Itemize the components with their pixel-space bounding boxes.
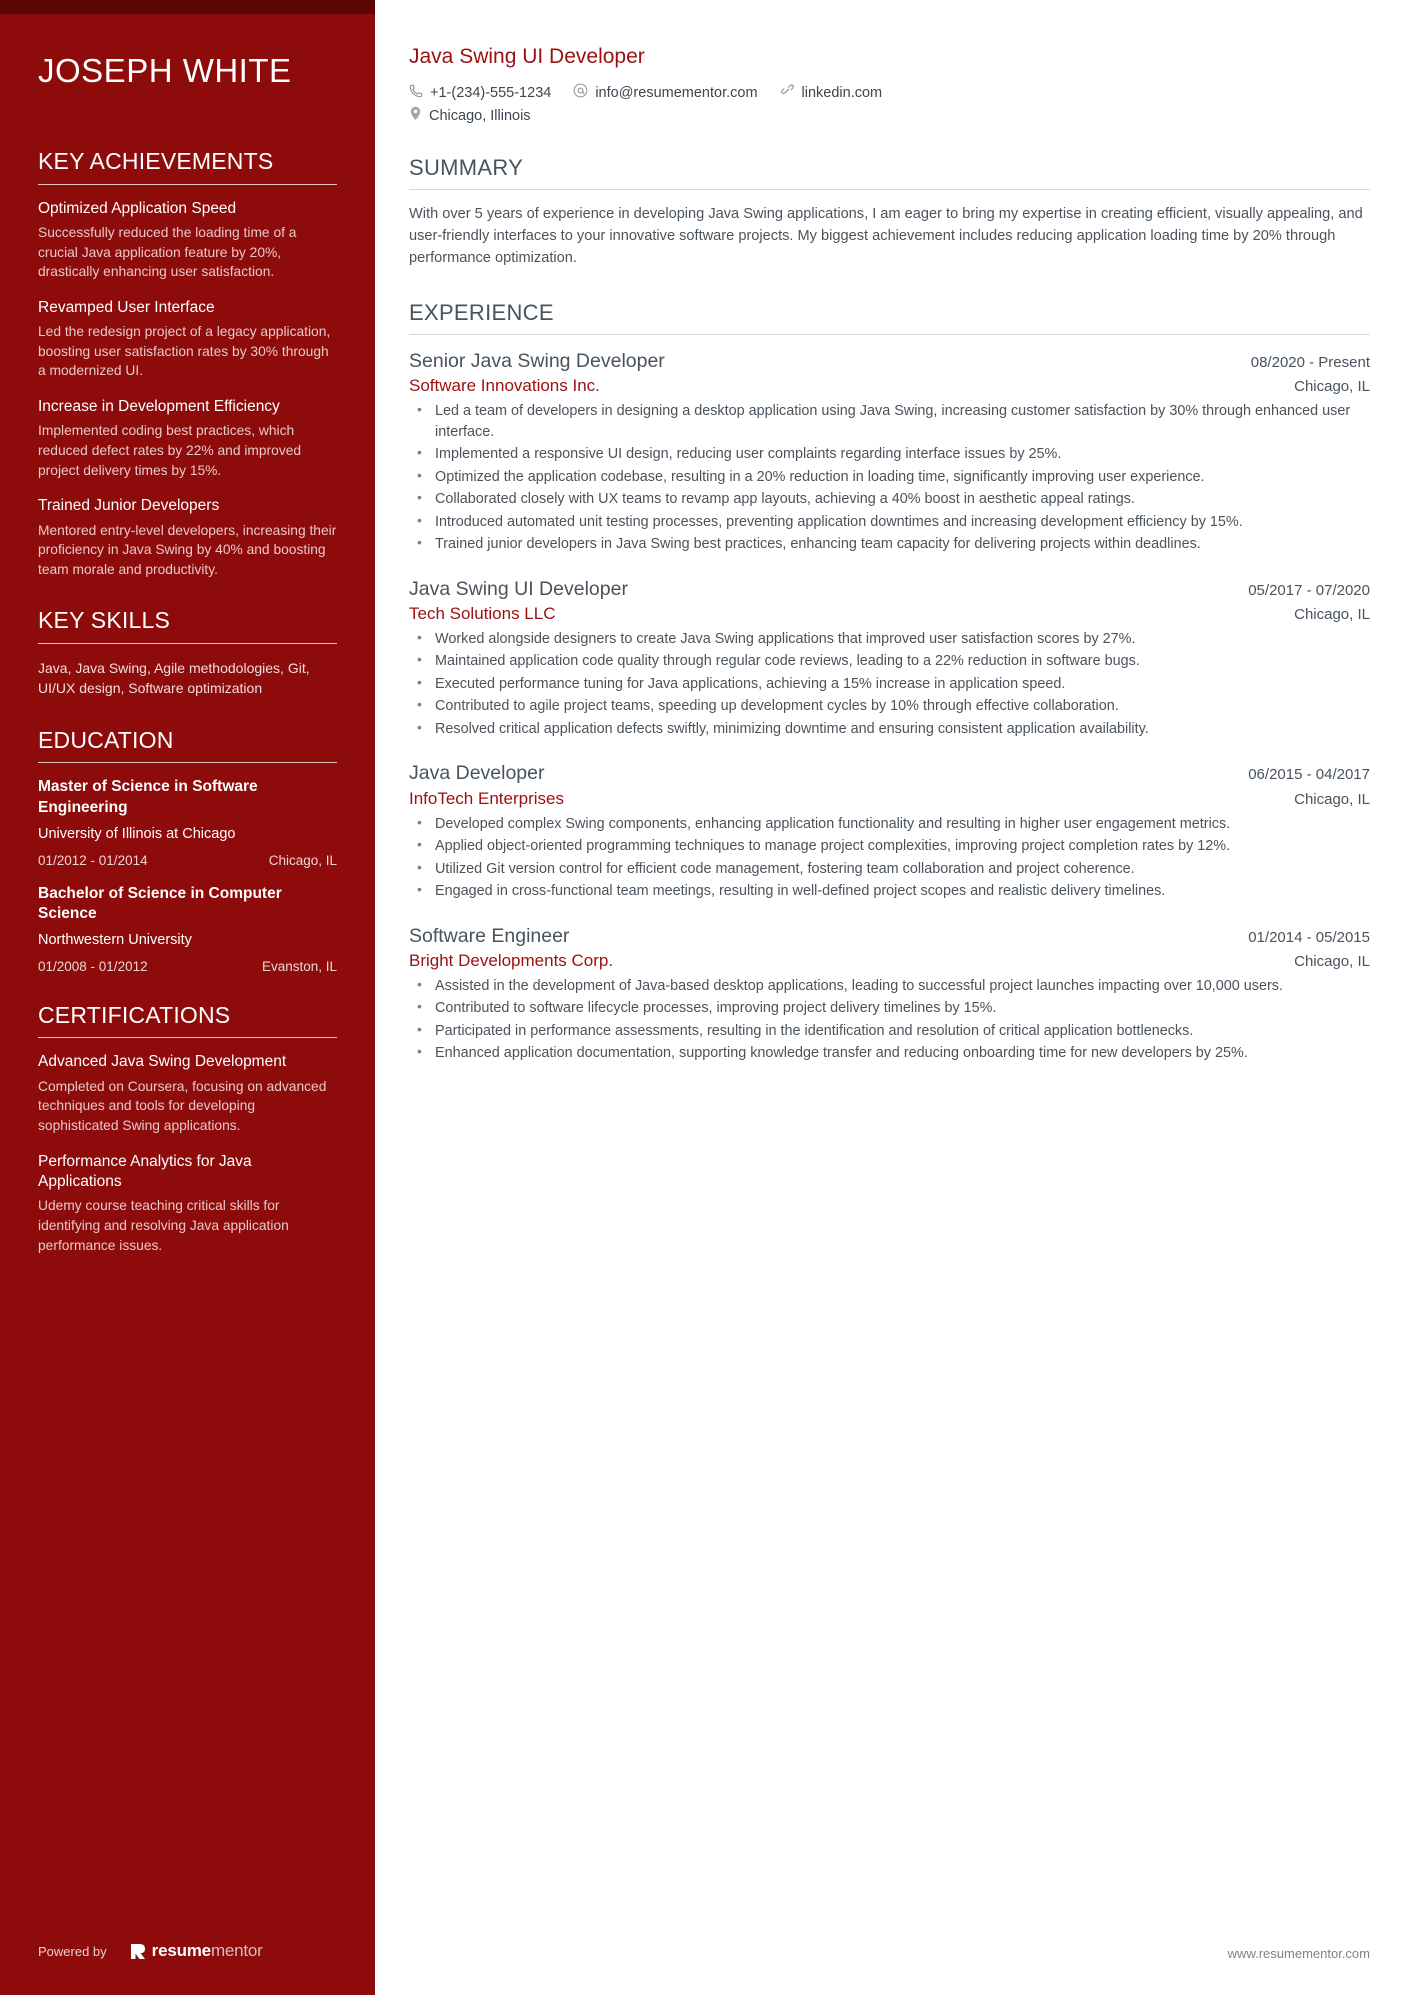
resumementor-logo[interactable]: [129, 1941, 263, 1961]
achievement-title: Increase in Development Efficiency: [38, 397, 280, 415]
bullet: • Engaged in cross-functional team meetings, resulting in well-defined project scopes and realistic delivery timelines.: [409, 881, 1370, 901]
bullet: • Contributed to agile project teams, speeding up development cycles by 10% through effective collaboration.: [409, 696, 1370, 716]
experience-item: [409, 924, 1370, 1064]
bullet: • Contributed to software lifecycle processes, improving project delivery timelines by 15%.: [409, 998, 1370, 1018]
achievement-body: Implemented coding best practices, which reduced defect rates by 22% and improved project delivery times by 15%.: [38, 423, 302, 478]
section-summary: [409, 155, 1370, 270]
headline-job-title: Java Swing UI Developer: [409, 45, 645, 68]
phone-text: +1-(234)-555-1234: [430, 84, 552, 101]
achievement-body: Successfully reduced the loading time of a crucial Java application feature by 20%, drastically enhancing user satisfaction.: [38, 224, 297, 280]
experience-company: InfoTech Enterprises: [409, 788, 564, 808]
education-school: University of Illinois at Chicago: [38, 826, 236, 843]
experience-role: Java Developer: [409, 762, 545, 785]
experience-dates: 05/2017 - 07/2020: [1248, 581, 1370, 599]
candidate-name: JOSEPH WHITE: [38, 52, 292, 89]
bullet: • Optimized the application codebase, resulting in a 20% reduction in loading time, significantly improving user experience.: [409, 467, 1370, 487]
section-heading-skills: KEY SKILLS: [38, 607, 170, 634]
certification-body: Completed on Coursera, focusing on advanced techniques and tools for developing sophisticated Swing applications.: [38, 1078, 327, 1133]
achievement-title: Optimized Application Speed: [38, 199, 237, 217]
divider: [409, 334, 1370, 335]
achievement-item: [38, 298, 337, 381]
contact-linkedin[interactable]: [780, 83, 883, 102]
experience-role: Senior Java Swing Developer: [409, 349, 665, 372]
education-item: [38, 884, 337, 974]
sidebar-top-bar: [0, 0, 375, 14]
divider: [38, 762, 337, 763]
location-pin-icon: [409, 106, 422, 125]
certification-item: [38, 1152, 337, 1256]
section-heading-achievements: KEY ACHIEVEMENTS: [38, 147, 274, 174]
section-heading-education: EDUCATION: [38, 726, 174, 753]
experience-dates: 06/2015 - 04/2017: [1248, 766, 1370, 784]
bullet: • Participated in performance assessments, resulting in the identification and resolution of critical application bottlenecks.: [409, 1021, 1370, 1041]
certification-item: [38, 1052, 337, 1135]
bullet: • Executed performance tuning for Java applications, achieving a 15% increase in application speed.: [409, 674, 1370, 694]
experience-company: Bright Developments Corp.: [409, 950, 614, 970]
education-degree: Master of Science in Software Engineering: [38, 778, 258, 816]
bullet: • Maintained application code quality through regular code reviews, leading to a 22% reduction in software bugs.: [409, 651, 1370, 671]
experience-location: Chicago, IL: [1294, 605, 1370, 623]
phone-icon: [409, 84, 423, 102]
bullet: • Trained junior developers in Java Swing best practices, enhancing team capacity for delivering projects within deadlines.: [409, 534, 1370, 554]
divider: [38, 1037, 337, 1038]
sidebar-footer: [38, 1941, 337, 1961]
bullet: • Resolved critical application defects swiftly, minimizing downtime and ensuring consistent application availability.: [409, 719, 1370, 739]
education-meta: [38, 959, 337, 974]
experience-dates: 08/2020 - Present: [1250, 353, 1370, 371]
resumementor-mark-icon: [129, 1943, 146, 1960]
experience-subheader-row: [409, 788, 1370, 810]
section-heading-summary: SUMMARY: [409, 155, 524, 181]
experience-bullets: [409, 629, 1370, 739]
bullet: • Applied object-oriented programming techniques to manage project complexities, improving project completion rates by 12%.: [409, 836, 1370, 856]
footer-website-url[interactable]: www.resumementor.com: [1227, 1946, 1370, 1961]
section-key-achievements: [38, 148, 337, 579]
divider: [38, 643, 337, 644]
education-item: [38, 777, 337, 867]
contact-location: [409, 106, 531, 125]
education-location: Chicago, IL: [268, 852, 337, 868]
achievement-body: Led the redesign project of a legacy application, boosting user satisfaction rates by 30% through a modernized UI.: [38, 324, 331, 379]
experience-header-row: [409, 577, 1370, 601]
bullet: • Collaborated closely with UX teams to revamp app layouts, achieving a 40% boost in aesthetic appeal ratings.: [409, 489, 1370, 509]
experience-header-row: [409, 761, 1370, 785]
bullet: • Implemented a responsive UI design, reducing user complaints regarding interface issues by 25%.: [409, 444, 1370, 464]
achievement-item: [38, 199, 337, 282]
section-education: [38, 727, 337, 974]
education-dates: 01/2012 - 01/2014: [38, 852, 148, 868]
education-degree: Bachelor of Science in Computer Science: [38, 884, 282, 922]
experience-role: Software Engineer: [409, 924, 570, 947]
section-heading-certifications: CERTIFICATIONS: [38, 1001, 231, 1028]
certification-title: Advanced Java Swing Development: [38, 1053, 287, 1071]
bullet: • Worked alongside designers to create Java Swing applications that improved user satisfaction scores by 27%.: [409, 629, 1370, 649]
logo-bold-part: resume: [151, 1941, 211, 1960]
bullet: • Developed complex Swing components, enhancing application functionality and resulting in higher user engagement metrics.: [409, 814, 1370, 834]
bullet: • Utilized Git version control for efficient code management, fostering team collaboration and project coherence.: [409, 859, 1370, 879]
bullet: • Assisted in the development of Java-based desktop applications, leading to successful project launches impacting over 10,000 users.: [409, 976, 1370, 996]
divider: [409, 189, 1370, 190]
experience-company: Software Innovations Inc.: [409, 376, 600, 396]
sidebar: [0, 0, 375, 1995]
logo-light-part: mentor: [210, 1941, 263, 1960]
experience-company: Tech Solutions LLC: [409, 603, 556, 623]
email-text: info@resumementor.com: [595, 84, 758, 101]
achievement-item: [38, 397, 337, 480]
powered-by-label: Powered by: [38, 1943, 107, 1959]
experience-subheader-row: [409, 950, 1370, 972]
achievement-title: Trained Junior Developers: [38, 497, 220, 515]
experience-subheader-row: [409, 603, 1370, 625]
achievement-item: [38, 496, 337, 579]
main-column: [375, 0, 1410, 1995]
education-school: Northwestern University: [38, 932, 192, 949]
experience-item: [409, 577, 1370, 740]
experience-bullets: [409, 401, 1370, 554]
name-block: [38, 0, 337, 120]
contact-line-secondary: [409, 106, 1370, 125]
experience-header-row: [409, 924, 1370, 948]
email-icon: [573, 83, 588, 102]
link-icon: [780, 83, 795, 102]
experience-role: Java Swing UI Developer: [409, 577, 628, 600]
certification-title: Performance Analytics for Java Applications: [38, 1152, 252, 1190]
experience-location: Chicago, IL: [1294, 952, 1370, 970]
linkedin-text: linkedin.com: [801, 84, 883, 101]
bullet: • Introduced automated unit testing processes, preventing application downtimes and increasing development efficiency by 15%.: [409, 512, 1370, 532]
experience-location: Chicago, IL: [1294, 378, 1370, 396]
skills-list: Java, Java Swing, Agile methodologies, Git, UI/UX design, Software optimization: [38, 659, 310, 697]
experience-bullets: [409, 814, 1370, 902]
resumementor-wordmark: [152, 1941, 263, 1961]
education-location: Evanston, IL: [261, 958, 337, 974]
divider: [38, 184, 337, 185]
certification-body: Udemy course teaching critical skills for identifying and resolving Java application performance issues.: [38, 1198, 289, 1253]
location-text: Chicago, Illinois: [429, 107, 531, 124]
education-dates: 01/2008 - 01/2012: [38, 958, 148, 974]
section-key-skills: [38, 607, 337, 698]
achievement-body: Mentored entry-level developers, increasing their proficiency in Java Swing by 40% and boosting team morale and productivity.: [38, 522, 337, 577]
experience-bullets: [409, 976, 1370, 1064]
experience-item: [409, 761, 1370, 901]
summary-text: With over 5 years of experience in developing Java Swing applications, I am eager to bring my expertise in creating efficient, visually appealing, and user-friendly interfaces to your innovative software projects. My biggest achievement includes reducing application loading time by 20% through performance optimization.: [409, 206, 1363, 266]
experience-item: [409, 349, 1370, 555]
experience-dates: 01/2014 - 05/2015: [1248, 928, 1370, 946]
experience-header-row: [409, 349, 1370, 373]
experience-location: Chicago, IL: [1294, 790, 1370, 808]
education-meta: [38, 853, 337, 868]
bullet: • Led a team of developers in designing a desktop application using Java Swing, increasing customer satisfaction by 30% through enhanced user interface.: [409, 401, 1370, 442]
contact-phone[interactable]: [409, 84, 551, 102]
experience-subheader-row: [409, 375, 1370, 397]
bullet: • Enhanced application documentation, supporting knowledge transfer and reducing onboarding time for new developers by 25%.: [409, 1043, 1370, 1063]
contact-email[interactable]: [573, 83, 757, 102]
section-certifications: [38, 1002, 337, 1255]
achievement-title: Revamped User Interface: [38, 298, 215, 316]
section-experience: [409, 300, 1370, 1064]
section-heading-experience: EXPERIENCE: [409, 299, 554, 325]
contact-line-primary: [409, 83, 1370, 102]
